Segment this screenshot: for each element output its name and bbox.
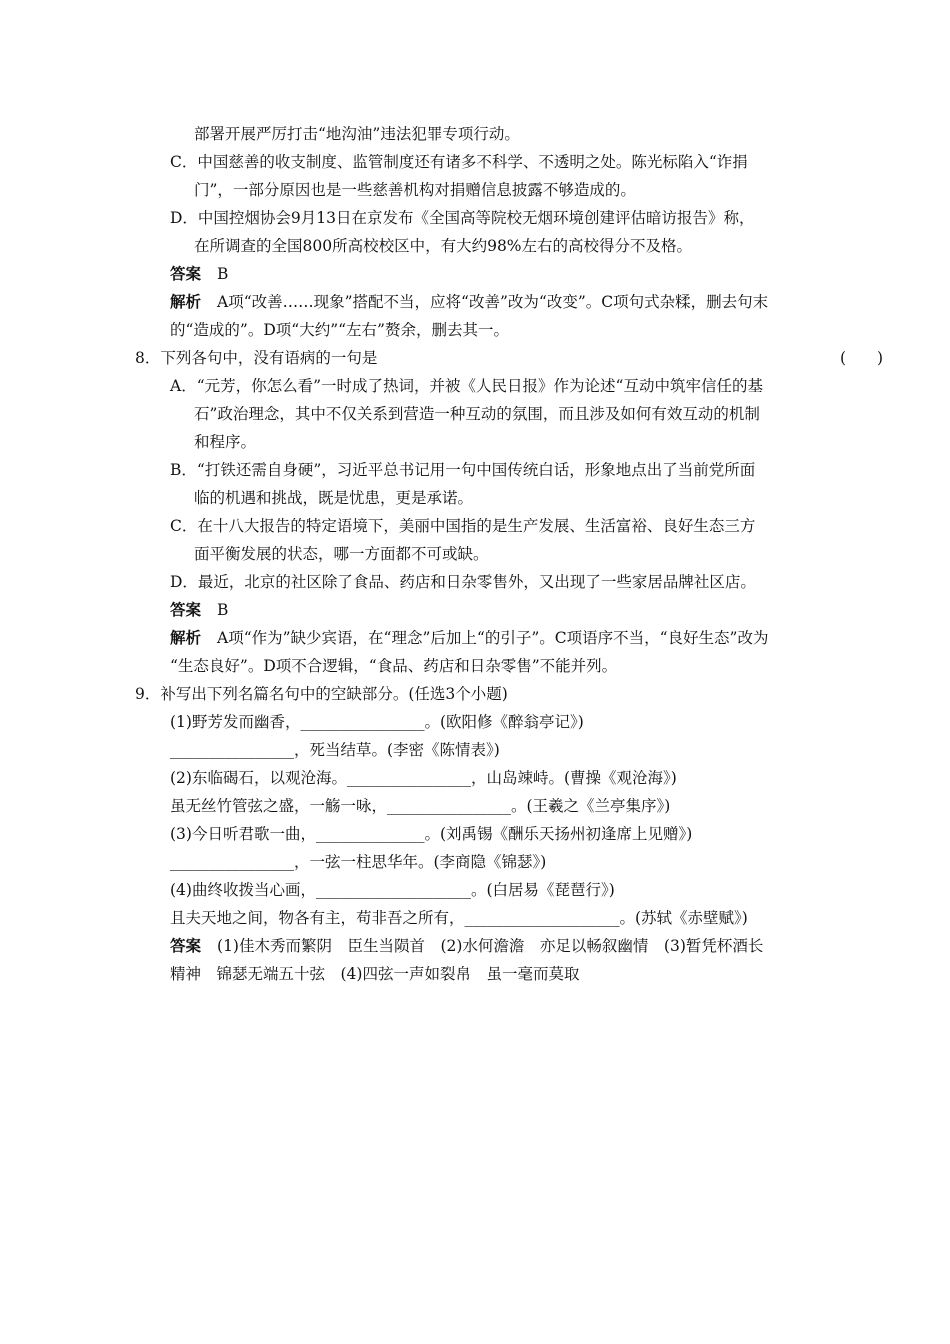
answer-value: B [217, 601, 229, 619]
answer-line [170, 264, 228, 284]
text-line: 面平衡发展的状态，哪一方面都不可或缺。 [194, 545, 489, 563]
fill-blank-line: (4)曲终收拨当心画，____________________。(白居易《琵琶行》) [170, 881, 615, 899]
analysis-label: 解析 [170, 629, 202, 647]
text-line: 的“造成的”。D项“大约”“左右”赘余，删去其一。 [170, 321, 509, 339]
fill-blank-line: (3)今日听君歌一曲，______________。(刘禹锡《酬乐天扬州初逢席上见赠》) [170, 825, 693, 843]
text-line: 部署开展严厉打击“地沟油”违法犯罪专项行动。 [194, 125, 520, 143]
question-8-stem: 8．下列各句中，没有语病的一句是 [135, 349, 378, 367]
analysis-text: A项“作为”缺少宾语，在“理念”后加上“的引子”。C项语序不当，“良好生态”改为 [217, 629, 769, 647]
question-8 [135, 348, 884, 368]
text-line: 在所调查的全国800所高校校区中，有大约98%左右的高校得分不及格。 [194, 237, 693, 255]
text-line: 精神 锦瑟无端五十弦 (4)四弦一声如裂帛 虽一毫而莫取 [170, 965, 580, 983]
answer-value: (1)佳木秀而繁阴 臣生当陨首 (2)水何澹澹 亦足以畅叙幽情 (3)暂凭杯酒长 [217, 937, 764, 955]
fill-blank-line: (2)东临碣石，以观沧海。________________，山岛竦峙。(曹操《观沧海》) [170, 769, 677, 787]
analysis-line [170, 628, 768, 648]
answer-line [170, 600, 228, 620]
fill-blank-line: (1)野芳发而幽香，________________。(欧阳修《醉翁亭记》) [170, 713, 584, 731]
text-line: 门”，一部分原因也是一些慈善机构对捐赠信息披露不够造成的。 [194, 181, 636, 199]
fill-blank-line: 且夫天地之间，物各有主，苟非吾之所有，____________________。(苏轼《赤壁赋》) [170, 909, 748, 927]
answer-label: 答案 [170, 937, 202, 955]
option-b: B．“打铁还需自身硬”，习近平总书记用一句中国传统白话，形象地点出了当前党所面 [170, 461, 756, 479]
answer-bracket: ( ) [840, 349, 884, 367]
fill-blank-line: ________________，死当结草。(李密《陈情表》) [170, 741, 500, 759]
analysis-text: A项“改善……现象”搭配不当，应将“改善”改为“改变”。C项句式杂糅，删去句末 [217, 293, 769, 311]
option-a: A．“元芳，你怎么看”一时成了热词，并被《人民日报》作为论述“互动中筑牢信任的基 [170, 377, 763, 395]
answer-label: 答案 [170, 601, 202, 619]
option-c: C．中国慈善的收支制度、监管制度还有诸多不科学、不透明之处。陈光标陷入“诈捐 [170, 153, 748, 171]
answer-label: 答案 [170, 265, 202, 283]
option-d: D．最近，北京的社区除了食品、药店和日杂零售外，又出现了一些家居品牌社区店。 [170, 573, 756, 591]
text-line: 临的机遇和挑战，既是忧患，更是承诺。 [194, 489, 474, 507]
text-line: 和程序。 [194, 433, 257, 451]
text-line: 石”政治理念，其中不仅关系到营造一种互动的氛围，而且涉及如何有效互动的机制 [194, 405, 760, 423]
option-d: D．中国控烟协会9月13日在京发布《全国高等院校无烟环境创建评估暗访报告》称， [170, 209, 755, 227]
analysis-label: 解析 [170, 293, 202, 311]
option-c: C．在十八大报告的特定语境下，美丽中国指的是生产发展、生活富裕、良好生态三方 [170, 517, 756, 535]
answer-value: B [217, 265, 229, 283]
analysis-line [170, 292, 768, 312]
answer-line [170, 936, 763, 956]
fill-blank-line: ________________，一弦一柱思华年。(李商隐《锦瑟》) [170, 853, 547, 871]
question-9: 9．补写出下列名篇名句中的空缺部分。(任选3个小题) [135, 685, 508, 703]
fill-blank-line: 虽无丝竹管弦之盛，一觞一咏，________________。(王羲之《兰亭集序》) [170, 797, 671, 815]
text-line: “生态良好”。D项不合逻辑，“食品、药店和日杂零售”不能并列。 [170, 657, 618, 675]
